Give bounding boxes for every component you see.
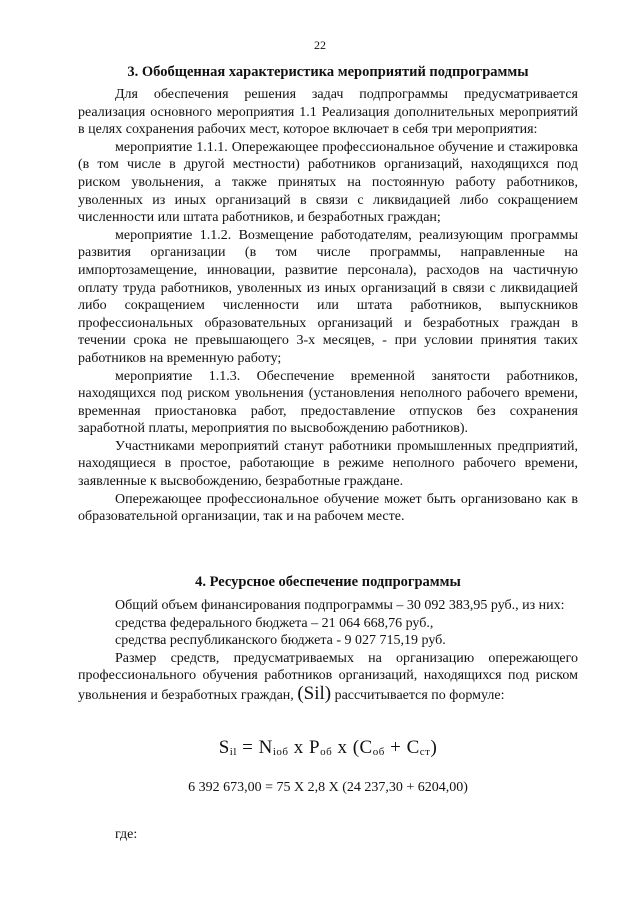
section-4-heading: 4. Ресурсное обеспечение подпрограммы [195,574,461,590]
paragraph-measure-1-1-3: мероприятие 1.1.3. Обеспечение временной занятости работников, находящихся под риском увольнения (установления неполного рабочего времени, временная приостановка работ, предоставление отпусков без сохранения заработной платы, мероприятия по высвобождению работников). [78,368,578,437]
size-symbol: (Sil) [297,682,332,704]
paragraph-training: Опережающее профессиональное обучение может быть организовано как в образовательной организации, так и на рабочем месте. [78,491,578,525]
formula-times-1: х [288,737,310,758]
formula-calculation: 6 392 673,00 = 75 Х 2,8 Х (24 237,30 + 6204,00) [188,780,468,795]
formula-eq: = [236,737,259,758]
paragraph-republic-funds: средства республиканского бюджета - 9 027 715,19 руб. [115,633,446,649]
formula-c2-sub: ст [419,746,431,758]
where-label: где: [115,827,138,842]
formula-plus: + [384,737,407,758]
formula-s-sub: il [229,746,237,758]
formula-p: P [309,737,321,758]
formula-c1-sub: об [372,746,385,758]
paragraph-intro: Для обеспечения решения задач подпрограммы предусматривается реализация основного мероприятия 1.1 Реализация дополнительных мероприятий в целях сохранения рабочих мест, которое включает в себя три мероприятия: [78,87,578,138]
formula-n-sub: iоб [272,746,289,758]
paragraph-participants: Участниками мероприятий станут работники промышленных предприятий, находящиеся в простое, работающие в режиме неполного рабочего времени, заявленные к высвобождению, безработные граждане. [78,438,578,490]
formula-p-sub: об [320,746,333,758]
paragraph-federal-funds: средства федерального бюджета – 21 064 668,76 руб., [115,615,434,631]
formula-s: S [218,737,230,758]
paragraph-size-of-funds [78,650,578,705]
paragraph-measure-1-1-1: мероприятие 1.1.1. Опережающее профессиональное обучение и стажировка (в том числе в другой местности) работников организаций, находящихся под риском увольнения, а также принятых на постоянную работу работников, уволенных из иных организаций в связи с ликвидацией либо сокращением численности или штата работников, и безработных граждан; [78,139,578,226]
funding-formula [78,737,578,759]
paragraph-total-funding: Общий объем финансирования подпрограммы – 30 092 383,95 руб., из них: [115,598,565,613]
page-number: 22 [314,38,326,52]
section-3-heading: 3. Обобщенная характеристика мероприятий подпрограммы [127,64,529,80]
formula-n: N [258,737,273,758]
section-4-body [78,597,578,705]
section-3-body [78,86,578,526]
size-text-b: рассчитывается по формуле: [334,687,505,703]
formula-times-2: х ( [332,737,360,758]
formula-c2: C [406,737,420,758]
formula-c1: C [359,737,373,758]
size-text-a: Размер средств, предусматриваемых на организацию опережающего профессионального обучения работников организаций, находящихся под риском увольнения и безработных граждан, [78,650,578,703]
paragraph-measure-1-1-2: мероприятие 1.1.2. Возмещение работодателям, реализующим программы развития организации (в том числе программы, направленные на импортозамещение, инновации, развитие персонала), расходов на частичную оплату труда работников, уволенных из иных организаций в связи с ликвидацией либо сокращением численности или штата работников, выпускников профессиональных образовательных организаций и безработных граждан в течении срока не превышающего 3-х месяцев, - при условии принятия таких работников на временную работу; [78,227,578,366]
formula-close: ) [430,737,438,758]
